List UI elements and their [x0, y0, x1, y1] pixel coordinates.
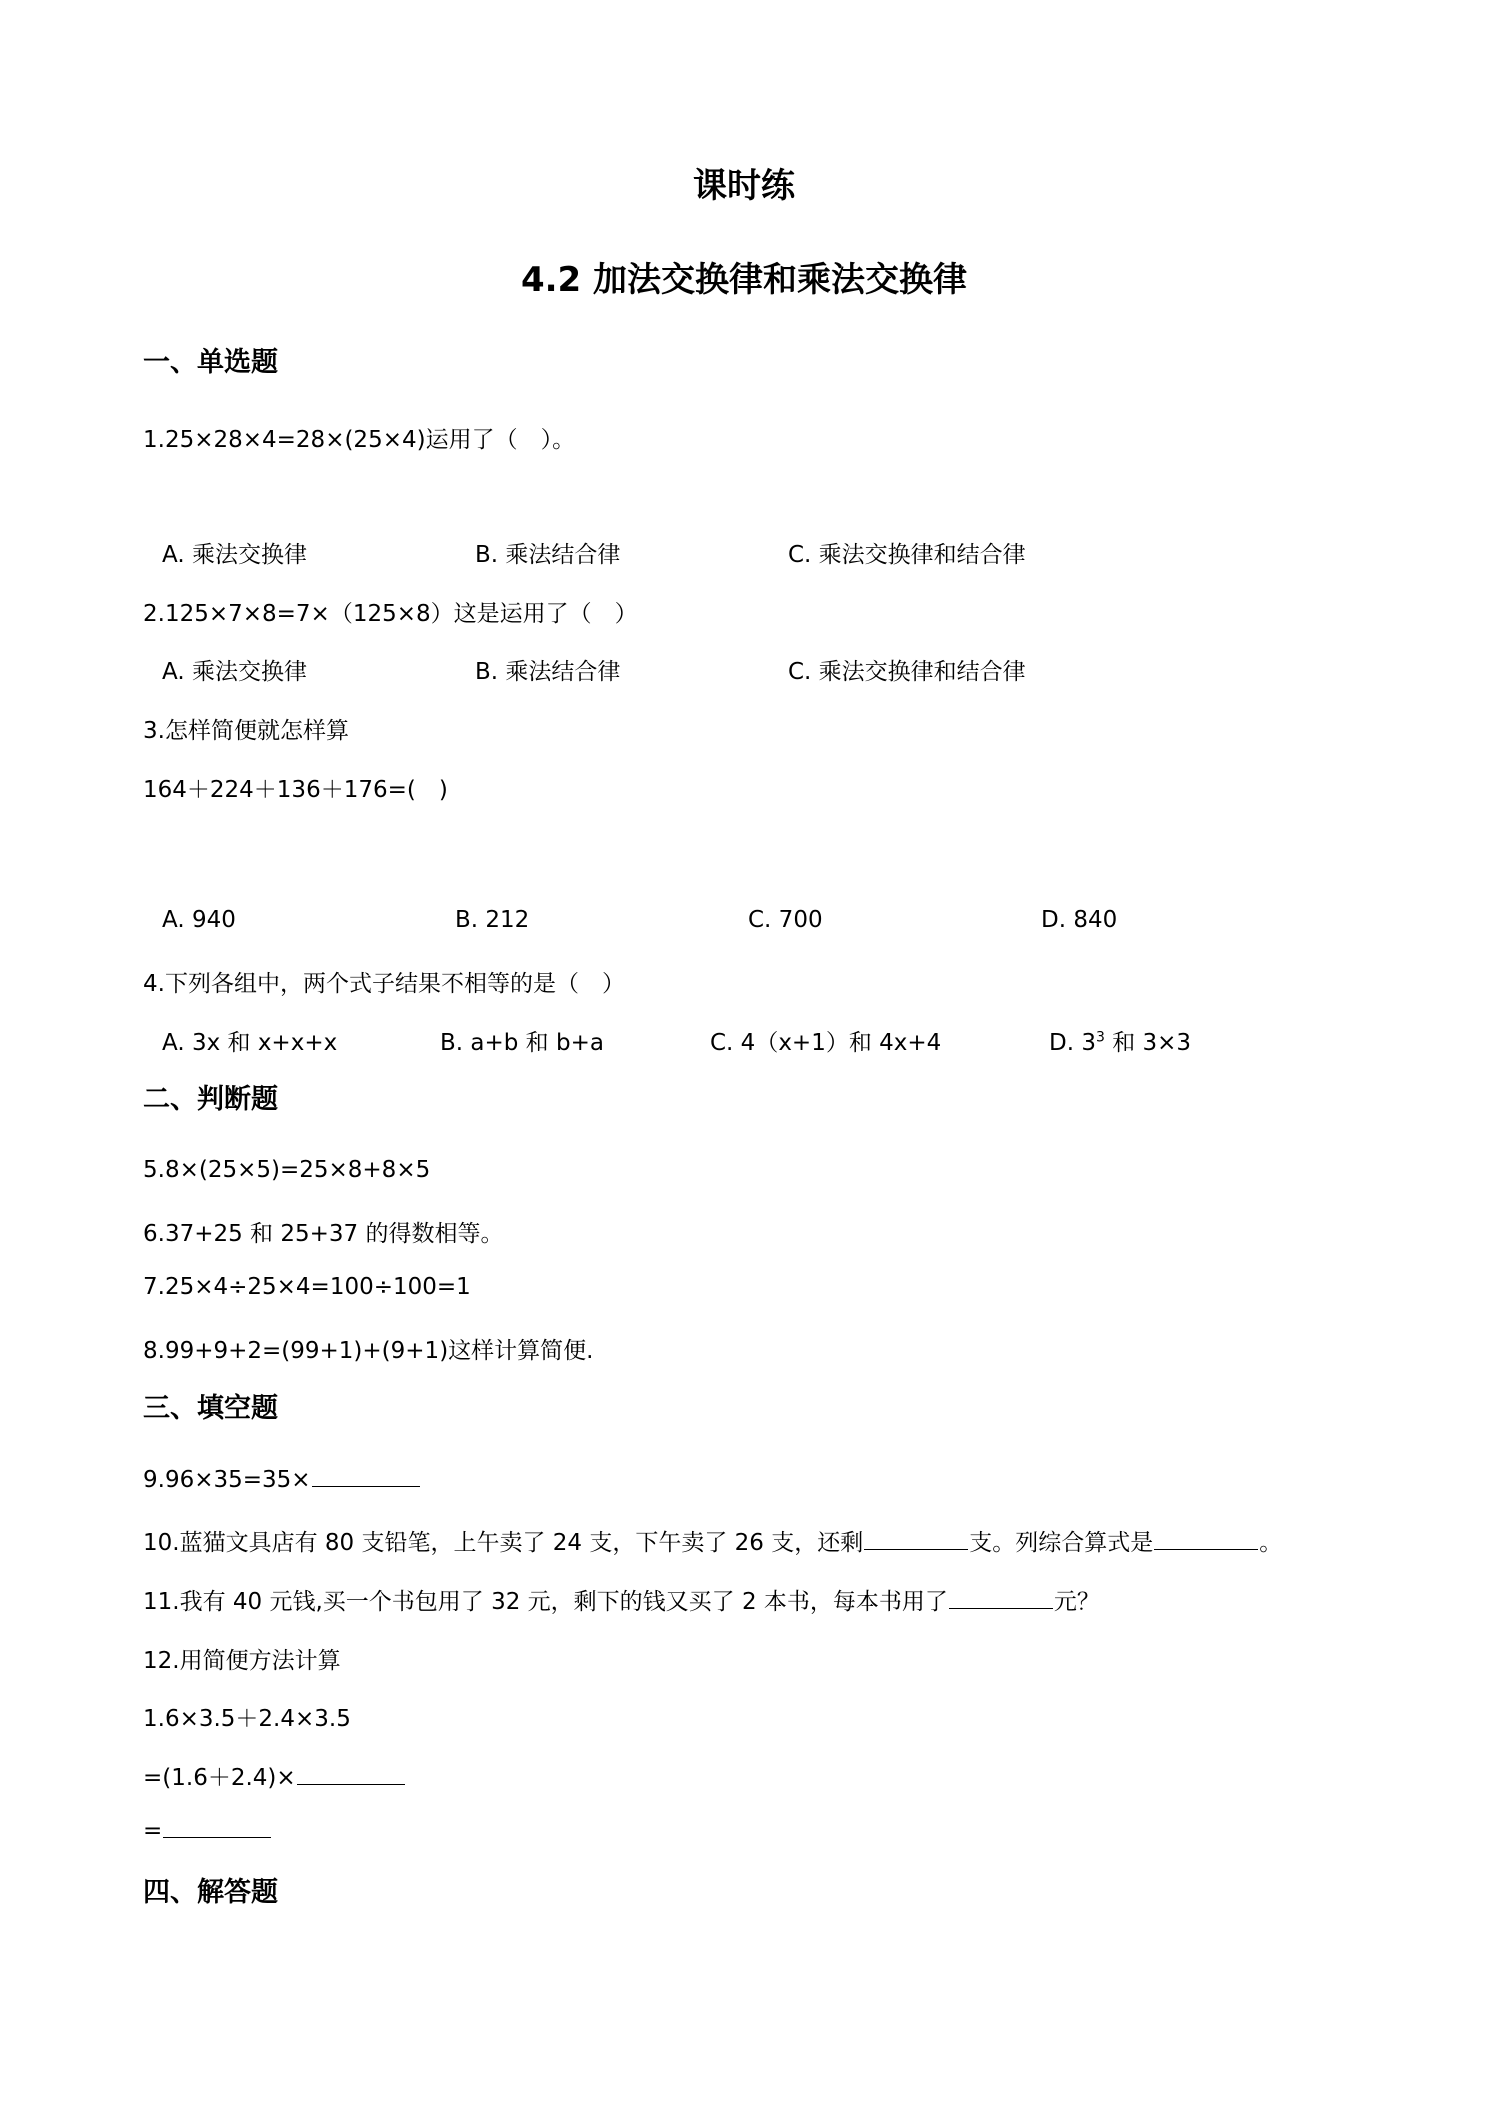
- question-11-text-end: 元？: [1053, 1589, 1100, 1615]
- question-12-line-3: [143, 1817, 272, 1844]
- answer-blank[interactable]: [1154, 1529, 1258, 1550]
- question-1-option-c: C. 乘法交换律和结合律: [788, 542, 1026, 568]
- question-4-option-b: B. a+b 和 b+a: [440, 1030, 604, 1056]
- question-4-option-d: [1049, 1024, 1191, 1057]
- question-11: [143, 1583, 1100, 1616]
- question-4-text: 4.下列各组中，两个式子结果不相等的是（ ）: [143, 971, 625, 997]
- question-6-text: 6.37+25 和 25+37 的得数相等。: [143, 1221, 504, 1247]
- question-7-text: 7.25×4÷25×4=100÷100=1: [143, 1274, 471, 1300]
- answer-blank[interactable]: [297, 1764, 405, 1785]
- question-1-option-b: B. 乘法结合律: [475, 542, 621, 568]
- question-4-option-c: C. 4（x+1）和 4x+4: [710, 1030, 942, 1056]
- question-10-text-middle: 支。列综合算式是: [969, 1530, 1154, 1556]
- page-title: 课时练: [693, 166, 795, 206]
- page-subtitle: 4.2 加法交换律和乘法交换律: [520, 260, 968, 300]
- question-3-option-b: B. 212: [455, 907, 530, 933]
- question-9-text: 9.96×35=35×: [143, 1467, 311, 1493]
- answer-blank[interactable]: [864, 1529, 968, 1550]
- question-10-text-end: 。: [1259, 1530, 1283, 1556]
- question-5-text: 5.8×(25×5)=25×8+8×5: [143, 1157, 431, 1183]
- question-12-text: 12.用简便方法计算: [143, 1648, 341, 1674]
- question-2-option-a: A. 乘法交换律: [162, 659, 307, 685]
- question-3-text: 3.怎样简便就怎样算: [143, 718, 349, 744]
- question-10-text-start: 10.蓝猫文具店有 80 支铅笔，上午卖了 24 支，下午卖了 26 支，还剩: [143, 1530, 864, 1556]
- question-4-option-d-rest: 和 3×3: [1104, 1030, 1192, 1056]
- question-2-text: 2.125×7×8=7×（125×8）这是运用了（ ）: [143, 601, 638, 627]
- section-heading-fill-blank: 三、填空题: [143, 1393, 278, 1424]
- question-3-option-c: C. 700: [748, 907, 823, 933]
- question-9: [143, 1466, 421, 1493]
- question-2-option-b: B. 乘法结合律: [475, 659, 621, 685]
- question-4-option-d-base: D. 3: [1049, 1030, 1096, 1056]
- answer-blank[interactable]: [949, 1588, 1053, 1609]
- question-12-line-2: [143, 1759, 406, 1792]
- question-1-text: 1.25×28×4=28×(25×4)运用了（ ）。: [143, 427, 576, 453]
- question-3-option-a: A. 940: [162, 907, 236, 933]
- question-8-text: 8.99+9+2=(99+1)+(9+1)这样计算简便.: [143, 1338, 594, 1364]
- answer-blank[interactable]: [312, 1466, 420, 1487]
- section-heading-single-choice: 一、单选题: [143, 347, 278, 378]
- question-4-option-d-exponent: 3: [1095, 1029, 1105, 1046]
- question-11-text-start: 11.我有 40 元钱,买一个书包用了 32 元，剩下的钱又买了 2 本书，每本书用了: [143, 1589, 948, 1615]
- section-heading-solve: 四、解答题: [143, 1877, 278, 1908]
- question-3-option-d: D. 840: [1041, 907, 1118, 933]
- question-4-option-a: A. 3x 和 x+x+x: [162, 1030, 338, 1056]
- question-12-line-3-text: =: [143, 1818, 163, 1844]
- question-12-line-1: 1.6×3.5＋2.4×3.5: [143, 1706, 351, 1732]
- question-12-line-2-text: =(1.6＋2.4)×: [143, 1765, 296, 1791]
- question-3-expression: 164＋224＋136＋176=( ): [143, 777, 448, 803]
- question-2-option-c: C. 乘法交换律和结合律: [788, 659, 1026, 685]
- question-1-option-a: A. 乘法交换律: [162, 542, 307, 568]
- answer-blank[interactable]: [163, 1817, 271, 1838]
- section-heading-true-false: 二、判断题: [143, 1084, 278, 1115]
- question-10: [143, 1524, 1282, 1557]
